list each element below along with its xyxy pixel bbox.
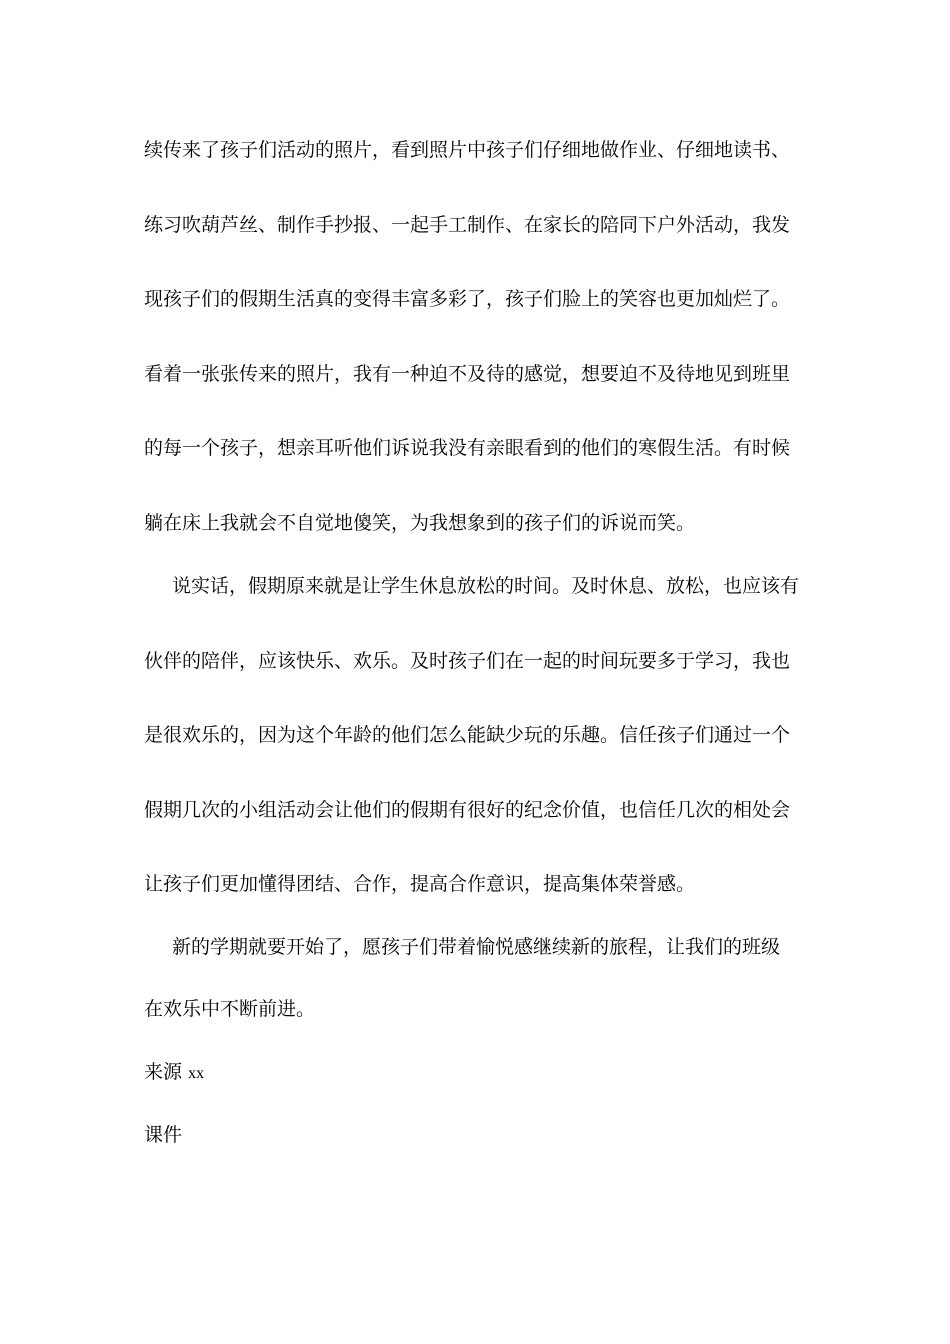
paragraph-1-line-3: 现孩子们的假期生活真的变得丰富多彩了，孩子们脸上的笑容也更加灿烂了。 — [144, 288, 791, 310]
paragraph-2-line-1: 说实话，假期原来就是让学生休息放松的时间。及时休息、放松，也应该有 — [172, 575, 800, 597]
paragraph-1-line-1: 续传来了孩子们活动的照片，看到照片中孩子们仔细地做作业、仔细地读书、 — [144, 139, 791, 161]
paragraph-3-line-2: 在欢乐中不断前进。 — [144, 998, 316, 1020]
paragraph-1-line-6: 躺在床上我就会不自觉地傻笑，为我想象到的孩子们的诉说而笑。 — [144, 512, 696, 534]
paragraph-1-line-4: 看着一张张传来的照片，我有一种迫不及待的感觉，想要迫不及待地见到班里 — [144, 363, 791, 385]
paragraph-1-line-5: 的每一个孩子，想亲耳听他们诉说我没有亲眼看到的他们的寒假生活。有时候 — [144, 437, 791, 459]
paragraph-3-line-1: 新的学期就要开始了，愿孩子们带着愉悦感继续新的旅程，让我们的班级 — [172, 936, 781, 958]
paragraph-1-line-2: 练习吹葫芦丝、制作手抄报、一起手工制作、在家长的陪同下户外活动，我发 — [144, 214, 791, 236]
footer-label: 课件 — [144, 1124, 183, 1146]
source-value: xx — [188, 1065, 205, 1082]
paragraph-2-line-4: 假期几次的小组活动会让他们的假期有很好的纪念价值，也信任几次的相处会 — [144, 799, 791, 821]
paragraph-2-line-5: 让孩子们更加懂得团结、合作，提高合作意识，提高集体荣誉感。 — [144, 873, 696, 895]
source-label: 来源 — [144, 1061, 183, 1083]
source-line — [144, 1060, 204, 1086]
paragraph-2-line-3: 是很欢乐的，因为这个年龄的他们怎么能缺少玩的乐趣。信任孩子们通过一个 — [144, 724, 791, 746]
paragraph-2-line-2: 伙伴的陪伴，应该快乐、欢乐。及时孩子们在一起的时间玩要多于学习，我也 — [144, 650, 791, 672]
